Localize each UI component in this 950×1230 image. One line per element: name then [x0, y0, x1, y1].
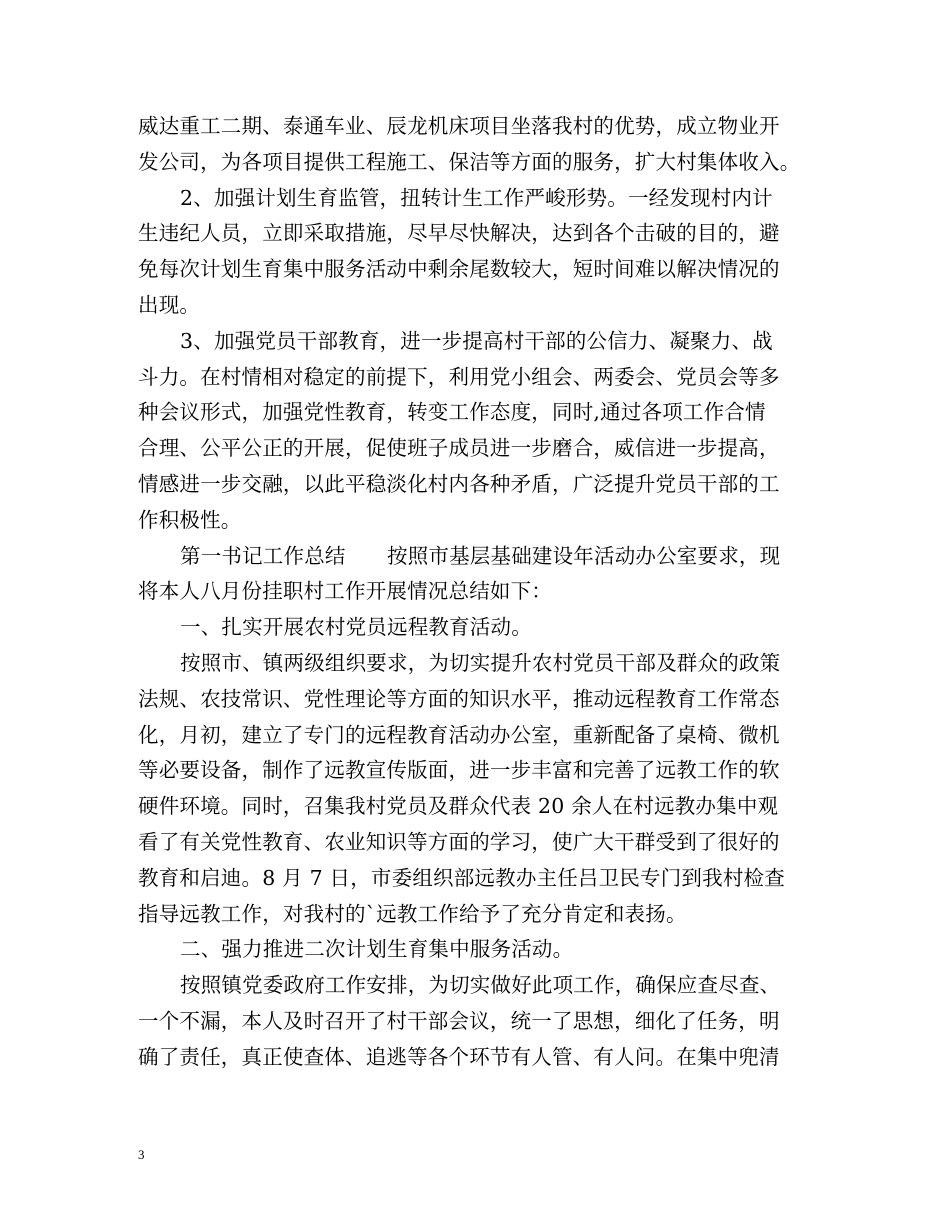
text-line: 2、加强计划生育监管，扭转计生工作严峻形势。一经发现村内计	[180, 185, 773, 210]
text-line: 指导远教工作，对我村的`远教工作给予了充分肯定和表扬。	[138, 901, 687, 926]
text-line: 化，月初，建立了专门的远程教育活动办公室，重新配备了桌椅、微机	[138, 722, 780, 747]
text-line: 看了有关党性教育、农业知识等方面的学习，使广大干群受到了很好的	[138, 829, 780, 854]
text-line: 出现。	[138, 292, 201, 317]
page-number: 3	[138, 1147, 145, 1162]
document-body	[138, 109, 820, 1076]
text-line: 3、加强党员干部教育，进一步提高村干部的公信力、凝聚力、战	[180, 328, 773, 353]
text-line: 确了责任，真正使查体、追逃等各个环节有人管、有人问。在集中兜清	[138, 1044, 780, 1069]
text-line: 免每次计划生育集中服务活动中剩余尾数较大，短时间难以解决情况的	[138, 257, 780, 282]
text-line: 第一书记工作总结 按照市基层基础建设年活动办公室要求，现	[180, 543, 781, 568]
text-line: 合理、公平公正的开展，促使班子成员进一步磨合，威信进一步提高，	[138, 436, 780, 461]
text-line: 生违纪人员，立即采取措施，尽早尽快解决，达到各个击破的目的，避	[138, 221, 780, 246]
text-line: 法规、农技常识、党性理论等方面的知识水平，推动远程教育工作常态	[138, 686, 780, 711]
text-line: 作积极性。	[138, 507, 242, 532]
text-line: 一个不漏，本人及时召开了村干部会议，统一了思想，细化了任务，明	[138, 1008, 780, 1033]
text-line: 教育和启迪。8 月 7 日，市委组织部远教办主任吕卫民专门到我村检查	[138, 865, 785, 890]
text-line: 按照市、镇两级组织要求，为切实提升农村党员干部及群众的政策	[180, 650, 781, 675]
text-line: 情感进一步交融，以此平稳淡化村内各种矛盾，广泛提升党员干部的工	[138, 471, 780, 496]
text-line: 威达重工二期、泰通车业、辰龙机床项目坐落我村的优势，成立物业开	[138, 114, 780, 138]
text-line: 斗力。在村情相对稳定的前提下，利用党小组会、两委会、党员会等多	[138, 364, 780, 389]
text-line: 一、扎实开展农村党员远程教育活动。	[180, 615, 532, 640]
text-line: 种会议形式，加强党性教育，转变工作态度，同时,通过各项工作合情	[138, 400, 766, 425]
text-line: 将本人八月份挂职村工作开展情况总结如下：	[138, 579, 552, 604]
text-line: 发公司，为各项目提供工程施工、保洁等方面的服务，扩大村集体收入。	[138, 149, 801, 174]
text-line: 二、强力推进二次计划生育集中服务活动。	[180, 937, 574, 962]
text-line: 等必要设备，制作了远教宣传版面，进一步丰富和完善了远教工作的软	[138, 758, 780, 783]
text-line: 按照镇党委政府工作安排，为切实做好此项工作，确保应查尽查、	[180, 973, 781, 998]
text-line: 硬件环境。同时，召集我村党员及群众代表 20 余人在村远教办集中观	[138, 794, 779, 819]
